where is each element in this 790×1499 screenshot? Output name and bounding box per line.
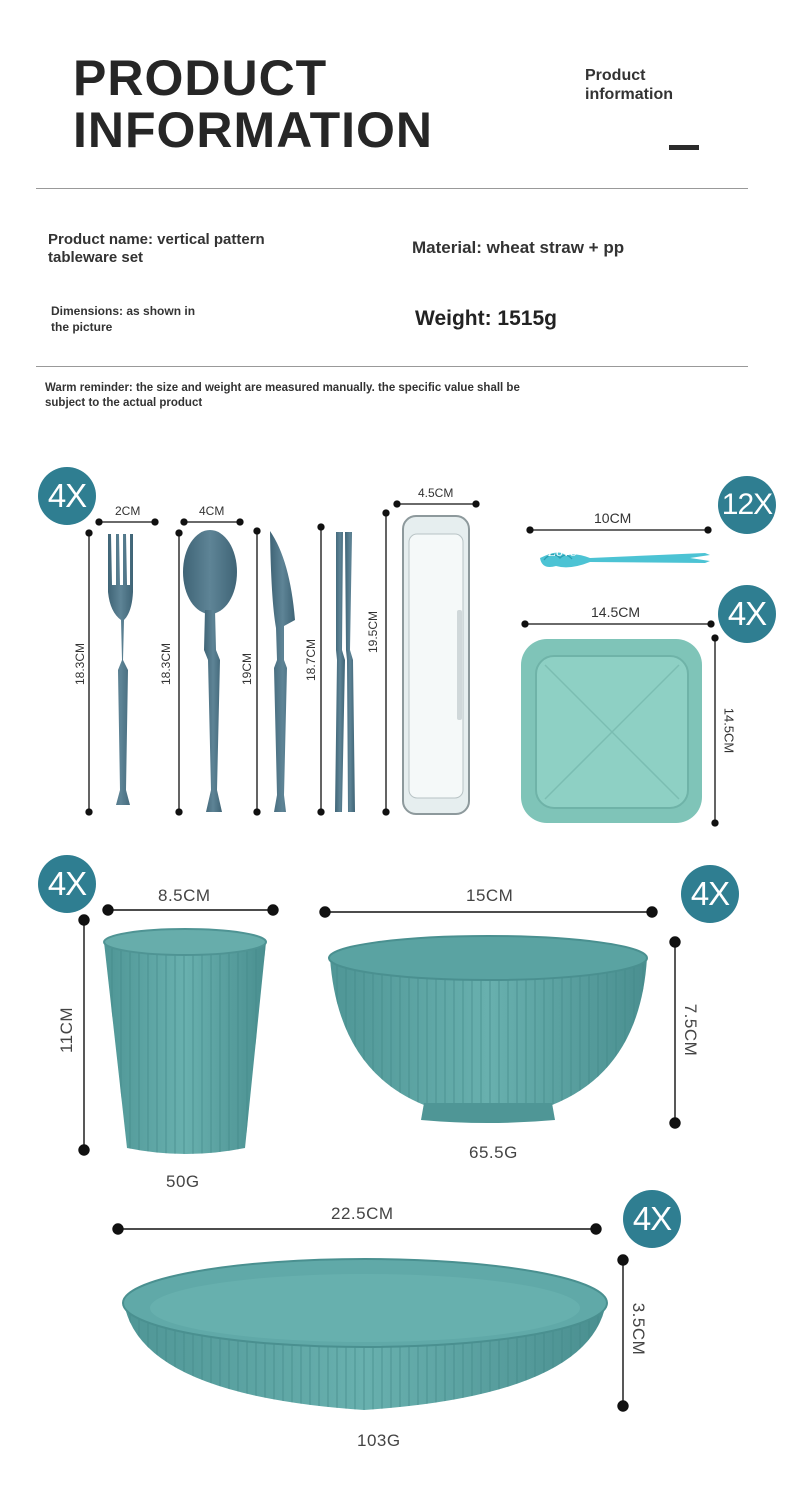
round-plate-quantity-badge: 4X <box>623 1190 681 1248</box>
spoon-illustration <box>183 530 237 812</box>
round-plate-height-label: 3.5CM <box>629 1302 648 1356</box>
square-plate-height-label: 14.5CM <box>721 707 737 754</box>
square-plate-illustration <box>521 639 702 823</box>
cup-width-label: 8.5CM <box>158 886 211 905</box>
dimensions-line1: Dimensions: as shown in <box>51 304 196 318</box>
knife-illustration <box>270 531 295 812</box>
fork-length-label: 18.3CM <box>73 642 87 686</box>
round-plate-weight-label: 103G <box>357 1431 401 1450</box>
chopsticks-length-label: 18.7CM <box>304 638 318 682</box>
bowl-height-label: 7.5CM <box>681 1003 700 1057</box>
cup-weight-label: 50G <box>166 1172 200 1191</box>
knife-length-label: 19CM <box>240 653 254 686</box>
case-width-label: 4.5CM <box>418 486 454 500</box>
pick-quantity-badge: 12X <box>718 476 776 534</box>
round-plate-illustration <box>123 1259 607 1410</box>
cutlery-quantity-badge: 4X <box>38 467 96 525</box>
cup-illustration <box>104 929 266 1154</box>
fork-illustration <box>108 534 133 805</box>
cup-quantity-badge: 4X <box>38 855 96 913</box>
spoon-width-label: 4CM <box>199 504 225 518</box>
pick-love-text: Love <box>548 545 578 559</box>
page-title-line2: INFORMATION <box>73 102 434 158</box>
warm-reminder-line1: Warm reminder: the size and weight are measured manually. the specific value shall be <box>45 382 520 394</box>
weight: Weight: 1515g <box>415 307 557 330</box>
cup-height-label: 11CM <box>57 1006 76 1054</box>
bowl-illustration <box>329 936 647 1123</box>
side-title-line1: Product <box>585 67 646 84</box>
page-title-line1: PRODUCT <box>73 50 328 106</box>
product-name-line1: Product name: vertical pattern <box>48 231 265 248</box>
square-plate-width-label: 14.5CM <box>591 604 641 620</box>
pick-length-label: 10CM <box>594 510 632 526</box>
warm-reminder-line2: subject to the actual product <box>45 397 203 409</box>
spoon-length-label: 18.3CM <box>159 642 173 686</box>
product-name-line2: tableware set <box>48 249 144 266</box>
cutlery-case-illustration <box>403 516 469 814</box>
dimensions-line2: the picture <box>51 320 113 334</box>
fork-width-label: 2CM <box>115 504 141 518</box>
square-plate-quantity-badge: 4X <box>718 585 776 643</box>
chopsticks-illustration <box>335 532 355 812</box>
round-plate-width-label: 22.5CM <box>331 1204 394 1223</box>
case-length-label: 19.5CM <box>366 610 380 654</box>
side-title-line2: information <box>585 86 673 103</box>
bowl-quantity-badge: 4X <box>681 865 739 923</box>
bowl-width-label: 15CM <box>466 886 514 905</box>
material: Material: wheat straw + pp <box>412 238 625 257</box>
bowl-weight-label: 65.5G <box>469 1143 518 1162</box>
